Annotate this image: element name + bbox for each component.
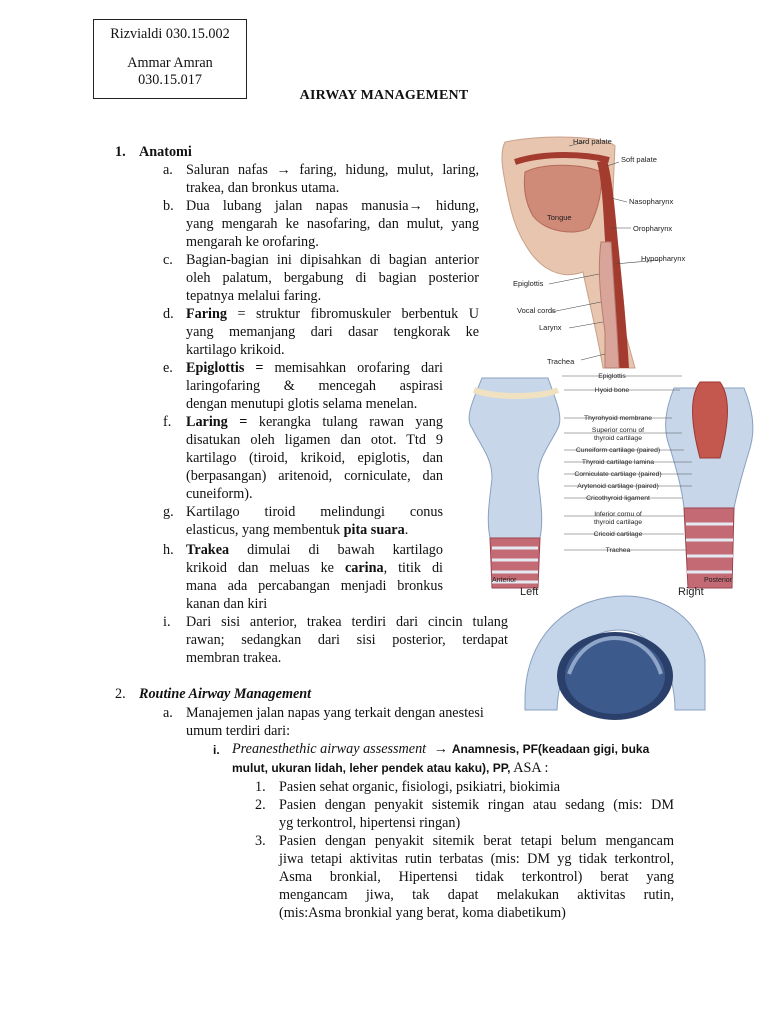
- term-pita-suara: pita suara: [343, 522, 405, 538]
- label-trachea: Trachea: [547, 357, 575, 366]
- item-g-line-2: elasticus, yang membentuk pita suara.: [186, 522, 409, 538]
- item-f-line-1: Laring = kerangka tulang rawan yang: [186, 414, 443, 430]
- asa-2-line-2: yg terkontrol, hipertensi ringan): [279, 815, 461, 831]
- section-1-heading: Anatomi: [139, 144, 192, 160]
- label-thyroid-lamina: Thyroid cartilage lamina: [581, 459, 655, 466]
- sagittal-airway-figure: [485, 132, 755, 372]
- label-thyrohyoid-membrane: Thyrohyoid membrane: [584, 415, 652, 422]
- larynx-posterior-illustration: [666, 382, 753, 588]
- label-hard-palate: Hard palate: [573, 137, 612, 146]
- trachea-cross-section-figure: [515, 590, 715, 720]
- label-superior-cornu-2: thyroid cartilage: [594, 435, 642, 442]
- label-hypopharynx: Hypopharynx: [641, 254, 686, 263]
- section-2-heading: Routine Airway Management: [139, 686, 312, 702]
- asa-3-line-2: jiwa tetapi aktivitas rutin terbatas (mis: DM yg tidak terkontrol,: [279, 851, 674, 867]
- item-e-line-1: Epiglottis = memisahkan orofaring dari: [186, 360, 444, 376]
- subitem-i-line-1: Preanesthethic airway assessment → Anamnesis, PF(keadaan gigi, buka: [232, 741, 650, 757]
- asa-3-line-3: Asma bronkial, Hipertensi tidak terkontrol) berat yang: [279, 869, 674, 885]
- page-title: AIRWAY MANAGEMENT: [299, 88, 469, 103]
- asa-1-number: 1.: [255, 779, 266, 795]
- item-h-line-2: krikoid dan meluas ke carina, titik di: [186, 560, 443, 576]
- subitem-i-label: i.: [213, 743, 220, 757]
- item-e-label: e.: [163, 360, 173, 376]
- label-superior-cornu-1: Superior cornu of: [591, 427, 645, 434]
- author-line-3: 030.15.017: [138, 72, 202, 88]
- item-a-label: a.: [163, 162, 173, 178]
- label-inferior-cornu-1: Inferior cornu of: [594, 511, 642, 518]
- label-cricoid: Cricoid cartilage: [593, 531, 643, 538]
- item-i-line-1: Dari sisi anterior, trakea terdiri dari cincin tulang: [186, 614, 508, 630]
- item-g-label: g.: [163, 504, 174, 520]
- label-cricothyroid-ligament: Cricothyroid ligament: [586, 495, 650, 502]
- label-right: Right: [678, 586, 704, 598]
- item-c-line-2: oleh palatum, bergabung di bagian posterior: [186, 270, 479, 286]
- item-d-line-3: kartilago krikoid.: [186, 342, 285, 358]
- label-left: Left: [520, 586, 539, 598]
- label-arytenoid: Arytenoid cartilage (paired): [577, 483, 659, 490]
- label-inferior-cornu-2: thyroid cartilage: [594, 519, 642, 526]
- asa-3-line-4: mengancam jiwa, tak dapat melakukan aktivitas rutin,: [279, 887, 674, 903]
- section-2-a-line-2: umum terdiri dari:: [186, 723, 291, 739]
- item-e-line-2: laringofaring & mencegah aspirasi: [186, 378, 443, 394]
- item-a-line-2: trakea, dan bronkus utama.: [186, 180, 340, 196]
- larynx-anterior-illustration: [469, 378, 560, 588]
- item-h-line-4: kanan dan kiri: [186, 596, 268, 612]
- item-b-line-1: Dua lubang jalan napas manusia→ hidung,: [186, 198, 479, 214]
- item-d-line-1: Faring = struktur fibromuskuler berbentuk U: [186, 306, 479, 322]
- subitem-i-line-2: mulut, ukuran lidah, leher pendek atau kaku), PP, ASA :: [232, 760, 549, 776]
- label-larynx: Larynx: [539, 323, 562, 332]
- label-vocal-cords: Vocal cords: [517, 306, 556, 315]
- item-h-line-3: mana ada percabangan menjadi bronkus: [186, 578, 443, 594]
- item-c-label: c.: [163, 252, 173, 268]
- arrow-icon: →: [433, 741, 448, 757]
- item-b-line-2: yang mengarah ke nasofaring, dan mulut, yang: [186, 216, 479, 232]
- author-line-1: Rizvialdi 030.15.002: [110, 26, 230, 42]
- item-d-label: d.: [163, 306, 174, 322]
- label-soft-palate: Soft palate: [621, 155, 657, 164]
- label-trachea-2: Trachea: [605, 547, 631, 554]
- item-c-line-3: tepatnya melalui faring.: [186, 288, 322, 304]
- label-tongue: Tongue: [547, 213, 572, 222]
- item-f-line-3: kartilago (tiroid, krikoid, epiglotis, dan: [186, 450, 443, 466]
- label-epiglottis-2: Epiglottis: [598, 373, 626, 380]
- author-box: [93, 19, 247, 99]
- label-corniculate: Corniculate cartilage (paired): [574, 471, 662, 478]
- label-posterior: Posterior: [704, 577, 733, 584]
- section-2-a-label: a.: [163, 705, 173, 721]
- label-oropharynx: Oropharynx: [633, 224, 673, 233]
- label-epiglottis: Epiglottis: [513, 279, 544, 288]
- item-f-line-5: cuneiform).: [186, 486, 253, 502]
- term-laring: Laring =: [186, 414, 248, 430]
- item-c-line-1: Bagian-bagian ini dipisahkan di bagian anterior: [186, 252, 479, 268]
- item-f-line-2: disatukan oleh ligamen dan otot. Ttd 9: [186, 432, 443, 448]
- term-faring: Faring: [186, 306, 227, 322]
- label-cuneiform: Cuneiform cartilage (paired): [575, 447, 661, 454]
- item-a-line-1: Saluran nafas → faring, hidung, mulut, laring,: [186, 162, 479, 178]
- item-g-line-1: Kartilago tiroid melindungi conus: [186, 504, 443, 520]
- author-line-2: Ammar Amran: [127, 55, 213, 71]
- asa-3-number: 3.: [255, 833, 266, 849]
- item-h-label: h.: [163, 542, 174, 558]
- label-anterior: Anterior: [492, 577, 517, 584]
- label-hyoid-bone: Hyoid bone: [594, 387, 630, 394]
- item-b-line-3: mengarah ke orofaring.: [186, 234, 319, 250]
- item-b-label: b.: [163, 198, 174, 214]
- asa-2-line-1: Pasien dengan penyakit sistemik ringan atau sedang (mis: DM: [279, 797, 674, 813]
- item-i-line-3: membran trakea.: [186, 650, 282, 666]
- section-2-number: 2.: [115, 686, 126, 702]
- section-2-a-line-1: Manajemen jalan napas yang terkait dengan anestesi: [186, 705, 484, 721]
- item-d-line-2: yang memanjang dari dasar tengkorak ke: [186, 324, 479, 340]
- asa-1-line-1: Pasien sehat organic, fisiologi, psikiatri, biokimia: [279, 779, 561, 795]
- item-h-line-1: Trakea dimulai di bawah kartilago: [186, 542, 443, 558]
- term-carina: carina: [344, 560, 384, 576]
- item-i-line-2: rawan; sedangkan dari sisi posterior, terdapat: [186, 632, 508, 648]
- asa-2-number: 2.: [255, 797, 266, 813]
- item-f-line-4: (berpasangan) aritenoid, corniculate, dan: [186, 468, 443, 484]
- larynx-figure: [452, 368, 768, 600]
- section-1-number: 1.: [115, 144, 126, 160]
- asa-3-line-5: (mis:Asma bronkial yang berat, koma diabetikum): [279, 905, 566, 921]
- label-nasopharynx: Nasopharynx: [629, 197, 674, 206]
- term-epiglottis: Epiglottis =: [186, 360, 264, 376]
- term-trakea: Trakea: [186, 542, 230, 558]
- item-i-label: i.: [163, 614, 171, 630]
- item-f-label: f.: [163, 414, 172, 430]
- asa-3-line-1: Pasien dengan penyakit sitemik berat tetapi belum mengancam: [279, 833, 674, 849]
- item-e-line-3: dengan menutupi glotis selama menelan.: [186, 396, 418, 412]
